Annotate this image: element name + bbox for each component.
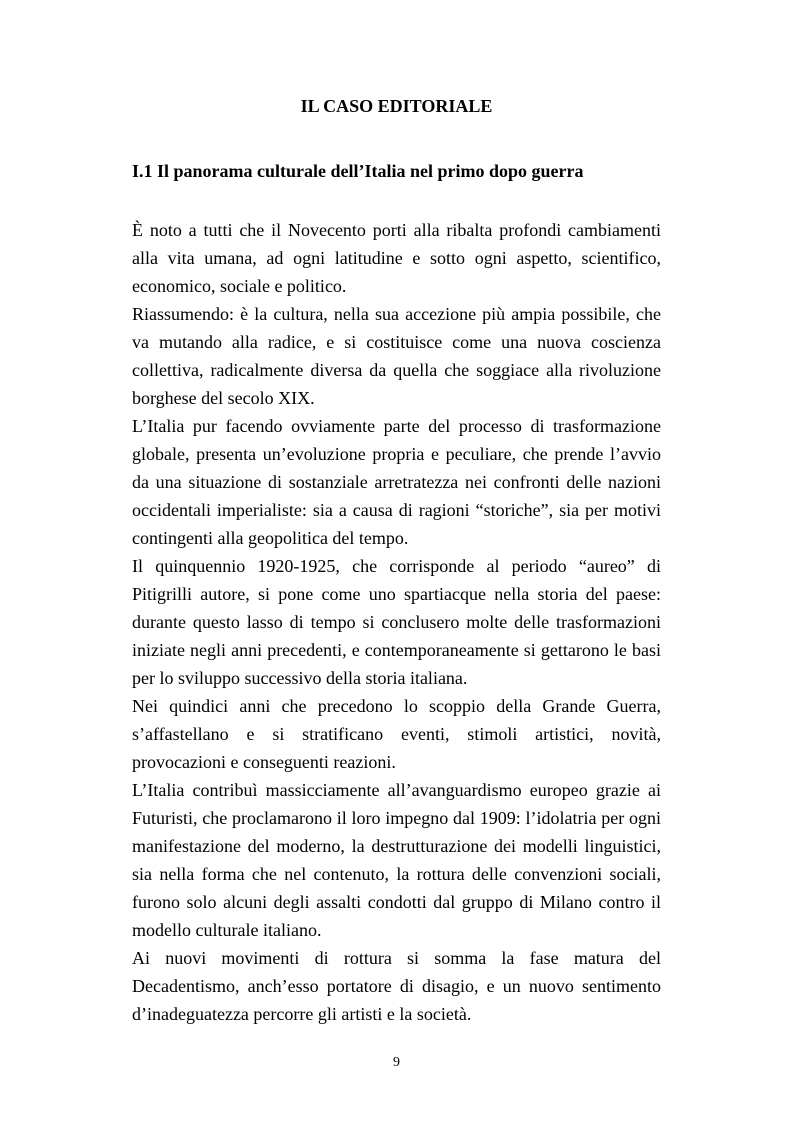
paragraph-grande-guerra: Nei quindici anni che precedono lo scoppio della Grande Guerra, s’affastellano e si stratificano eventi, stimoli artistici, novità, provocazioni e conseguenti reazioni. bbox=[132, 696, 661, 772]
paragraph-decadentismo: Ai nuovi movimenti di rottura si somma la fase matura del Decadentismo, anch’esso portatore di disagio, e un nuovo sentimento d’inadeguatezza percorre gli artisti e la società. bbox=[132, 948, 661, 1024]
page-number: 9 bbox=[393, 1055, 400, 1070]
paragraph-novecento: È noto a tutti che il Novecento porti alla ribalta profondi cambiamenti alla vita umana, ad ogni latitudine e sotto ogni aspetto, scientifico, economico, sociale e politico. bbox=[132, 220, 661, 296]
paragraph-riassumendo: Riassumendo: è la cultura, nella sua accezione più ampia possibile, che va mutando alla radice, e si costituisce come una nuova coscienza collettiva, radicalmente diversa da quella che soggiace alla rivoluzione borghese del secolo XIX. bbox=[132, 304, 661, 408]
section-title: I.1 Il panorama culturale dell’Italia nel primo dopo guerra bbox=[132, 161, 584, 181]
body-text bbox=[132, 216, 661, 1028]
paragraph-italia-trasformazione: L’Italia pur facendo ovviamente parte del processo di trasformazione globale, presenta un’evoluzione propria e peculiare, che prende l’avvio da una situazione di sostanziale arretratezza nei confronti delle nazioni occidentali imperialiste: sia a causa di ragioni “storiche”, sia per motivi contingenti alla geopolitica del tempo. bbox=[132, 416, 661, 548]
chapter-title: IL CASO EDITORIALE bbox=[300, 96, 493, 116]
paragraph-futuristi: L’Italia contribuì massicciamente all’avanguardismo europeo grazie ai Futuristi, che proclamarono il loro impegno dal 1909: l’idolatria per ogni manifestazione del moderno, la destrutturazione dei modelli linguistici, sia nella forma che nel contenuto, la rottura delle convenzioni sociali, furono solo alcuni degli assalti condotti dal gruppo di Milano contro il modello culturale italiano. bbox=[132, 780, 661, 940]
paragraph-quinquennio: Il quinquennio 1920-1925, che corrisponde al periodo “aureo” di Pitigrilli autore, si pone come uno spartiacque nella storia del paese: durante questo lasso di tempo si conclusero molte delle trasformazioni iniziate negli anni precedenti, e contemporaneamente si gettarono le basi per lo sviluppo successivo della storia italiana. bbox=[132, 556, 661, 688]
